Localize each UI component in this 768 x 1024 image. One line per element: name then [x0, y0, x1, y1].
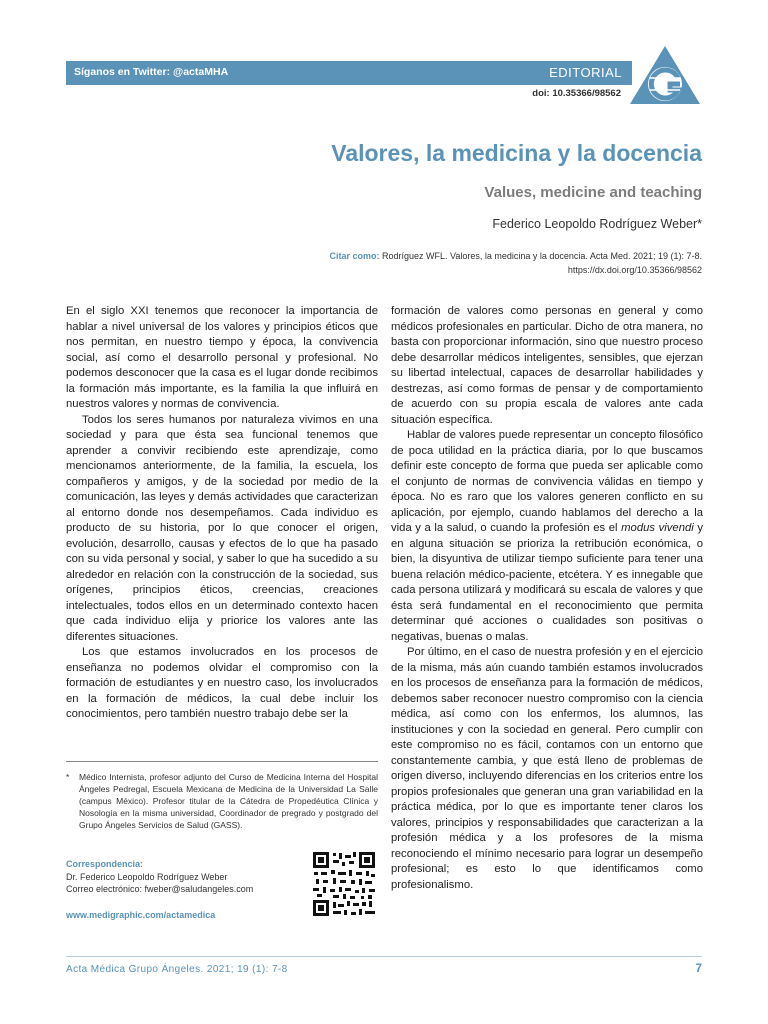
paragraph [391, 428, 703, 645]
footnote-mark: * [66, 772, 70, 782]
paragraph: Por último, en el caso de nuestra profesión y en el ejercicio de la misma, más aún cuando también estamos involucrados en los procesos de enseñanza para la formación de médicos, debemos saber reconocer nuestro compromiso con la ciencia médica, así como con los enfermos, los alumnos, las instituciones y con la sociedad en general. Pero cumplir con este compromiso no es fácil, contamos con un entorno que constantemente cambia, y que está lleno de problemas de origen diverso, incluyendo diferencias en los criterios entre los propios profesionales que generan una gran variabilidad en la práctica médica, por lo que es importante tener claros los valores, principios y responsabilidades que caracterizan a la profesión médica y a los profesores de la misma reconociendo el mínimo necesario para lograr un desempeño profesional; es esto lo que identificamos como profesionalismo. [391, 646, 703, 891]
paragraph: formación de valores como personas en general y como médicos profesionales en particular. Dicho de otra manera, no basta con proporcionar información, sino que nuestro proceso debe desarrollar médicos inteligentes, sensibles, que ejerzan su libertad intelectual, capaces de desarrollar habilidades y destrezas, así como formas de pensar y de comportamiento de acuerdo con su propia escala de valores ante cada situación específica. [391, 305, 703, 426]
website-link[interactable]: www.medigraphic.com/actamedica [66, 910, 216, 920]
paragraph: Todos los seres humanos por naturaleza vivimos en una sociedad y para que ésta sea funcional tenemos que aprender a convivir recibiendo este aprendizaje, como mencionamos anteriormente, de la familia, la escuela, los compañeros y amigos, y de la sociedad por medio de la comunicación, las leyes y demás actividades que caracterizan al entorno donde nos desempeñamos. Cada individuo es producto de su historia, por lo que conocer el origen, evolución, desarrollo, causas y efectos de lo que ha pasado con su vida personal y social, y saber lo que ha sucedido a su alrededor en relación con la construcción de la sociedad, sus orígenes, principios éticos, creencias, creaciones intelectuales, todos ellos en un determinado contexto hacen que cada individuo elija y priorice los valores ante las diferentes situaciones. [66, 413, 378, 643]
page-number: 7 [695, 961, 702, 975]
body-column-right [391, 304, 703, 893]
italic-term: modus vivendi [621, 522, 694, 534]
author-footnote [66, 771, 378, 831]
citation-label: Citar como: [329, 251, 380, 261]
paragraph: Los que estamos involucrados en los procesos de enseñanza no podemos olvidar el compromiso con la formación de estudiantes y en nuestro caso, los involucrados en la formación de médicos, la cual debe incluir los conocimientos, pero también nuestro trabajo debe ser la [66, 646, 378, 720]
paragraph-text: y en alguna situación se prioriza la retribución económica, o bien, la disyuntiva de utilizar tiempo suficiente para tener una buena relación médico-paciente, etcétera. Y es innegable que cada persona utilizará y modificará su escala de valores y que ésta será fundamental en el reconocimiento que permita determinar qué acciones o cualidades son positivas o negativas, buenas o malas. [391, 522, 704, 643]
footnote-text: Médico Internista, profesor adjunto del Curso de Medicina Interna del Hospital Ángeles Pedregal, Escuela Mexicana de Medicina de la Universidad La Salle (campus México). Profesor titular de la Cátedra de Propedéutica Clínica y Nosología en la misma universidad, Coordinador de pregrado y postgrado del Grupo Ángeles Servicios de Salud (GASS). [79, 772, 378, 830]
paragraph: En el siglo XXI tenemos que reconocer la importancia de hablar a nivel universal de los valores y principios éticos que nos permitan, en nuestro tiempo y época, la convivencia social, así como el desarrollo personal y profesional. No podemos desconocer que la casa es el lugar donde recibimos la formación más importante, es la familia la que influirá en nuestros valores y normas de convivencia. [66, 305, 378, 410]
section-label: EDITORIAL [549, 65, 622, 80]
qr-code-icon[interactable] [311, 850, 377, 918]
grupo-angeles-logo-icon [628, 44, 703, 106]
paragraph-text: Hablar de valores puede representar un concepto filosófico de poca utilidad en la práctica diaria, por lo que buscamos definir este concepto de forma que pueda ser aplicable como el conjunto de normas de convivencia válidas en tiempo y época. No es raro que los valores generen conflicto en su aplicación, por ejemplo, cuando hablamos del derecho a la vida y a la salud, o cuando la profesión es el [391, 429, 703, 534]
header-bar [66, 61, 632, 85]
citation-text: Rodríguez WFL. Valores, la medicina y la docencia. Acta Med. 2021; 19 (1): 7-8. https://dx.doi.org/10.35366/98562 [382, 251, 702, 275]
citation [302, 249, 702, 277]
article-subtitle: Values, medicine and teaching [484, 184, 702, 201]
twitter-handle[interactable]: Síganos en Twitter: @actaMHA [74, 66, 229, 78]
correspondence-label: Correspondencia: [66, 859, 144, 869]
correspondence-name: Dr. Federico Leopoldo Rodríguez Weber [66, 871, 228, 882]
correspondence [66, 858, 306, 896]
journal-footer: Acta Médica Grupo Ángeles. 2021; 19 (1): 7-8 [66, 964, 288, 975]
footer-divider [66, 956, 702, 957]
doi-text[interactable]: doi: 10.35366/98562 [532, 88, 621, 99]
article-title: Valores, la medicina y la docencia [331, 140, 702, 166]
article-author: Federico Leopoldo Rodríguez Weber* [492, 217, 702, 231]
body-column-left [66, 304, 378, 723]
footnote-divider [66, 761, 378, 762]
correspondence-email[interactable]: Correo electrónico: fweber@saludangeles.com [66, 884, 254, 894]
